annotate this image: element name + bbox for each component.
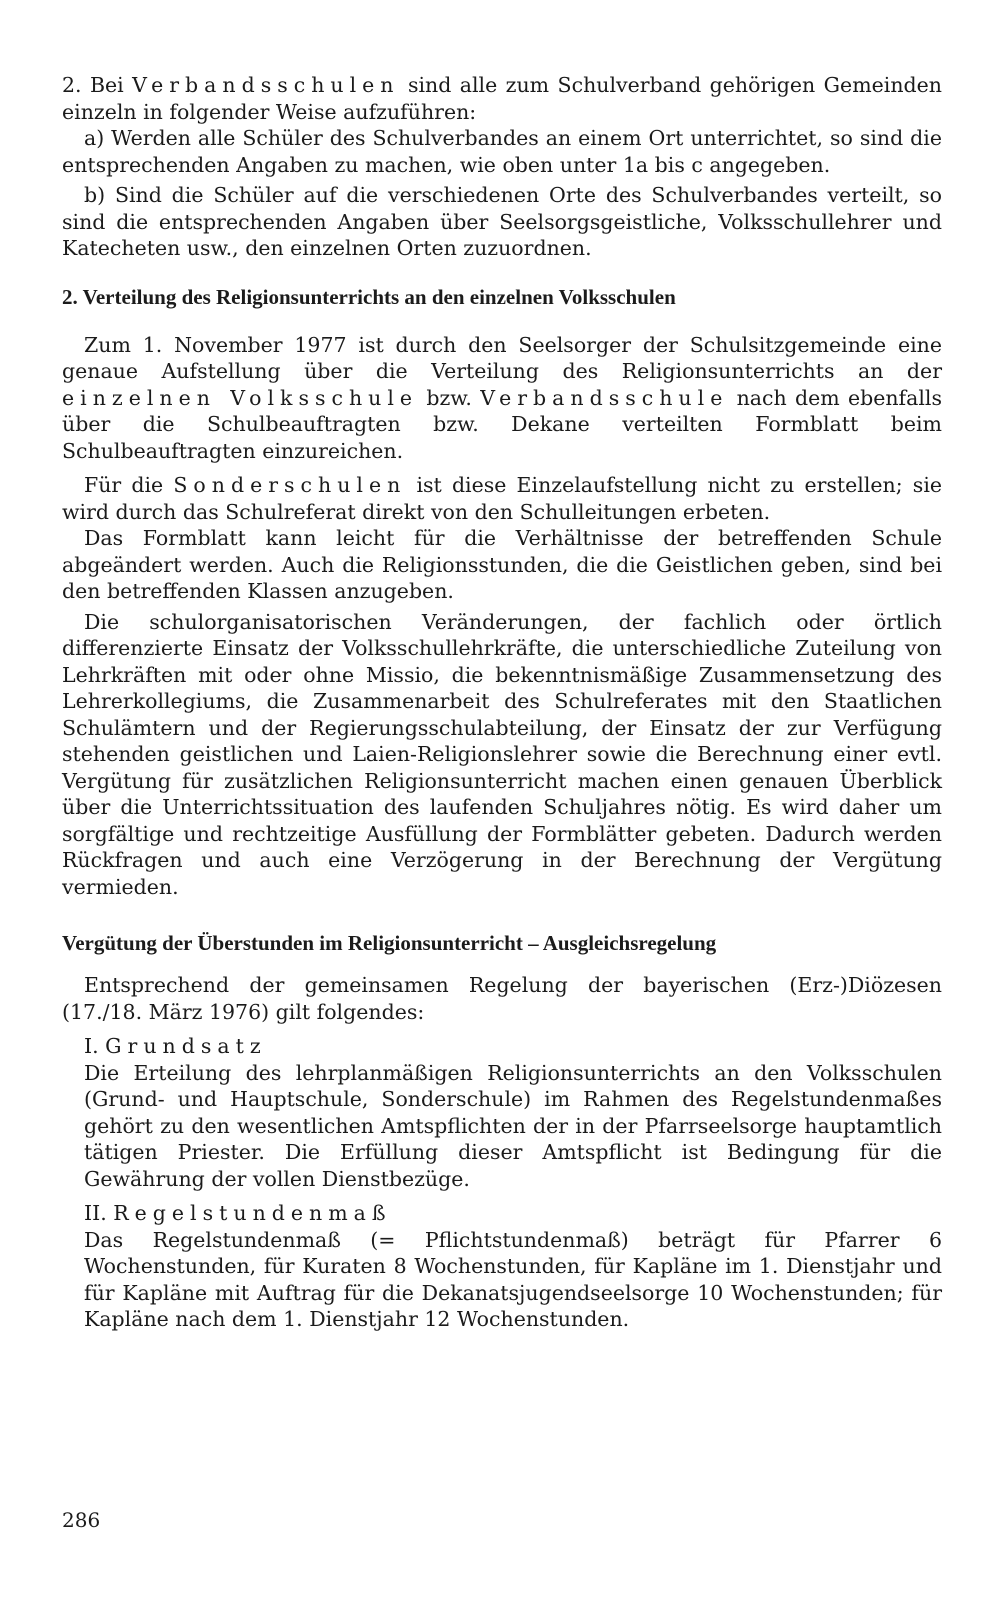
subsection-2-number: II. [84,1201,114,1225]
subsection-1-label: Grundsatz [105,1034,267,1058]
subsection-1-title [62,1033,942,1060]
subsection-2-title [62,1200,942,1227]
subsection-2-text: Das Regelstundenmaß (= Pflichtstundenmaß) beträgt für Pfarrer 6 Wochenstunden, für Kuraten 8 Wochenstunden, für Kapläne im 1. Dienstjahr und für Kapläne mit Auftrag für die Dekanatsjugendseelsorge 10 Wochenstunden; für Kapläne nach dem 1. Dienstjahr 12 Wochenstunden. [84,1227,942,1331]
subsection-1-number: I. [84,1034,106,1058]
section-2-paragraph-2 [62,472,942,525]
p2-text-a: Für die [84,473,174,497]
subsection-2-label: Regelstundenmaß [113,1201,392,1225]
item-2-lead: 2. Bei [62,73,133,97]
section-3-intro: Entsprechend der gemeinsamen Regelung der bayerischen (Erz-)Diözesen (17./18. März 1976) gilt folgendes: [62,973,942,1024]
section-2-paragraph-4: Die schulorganisatorischen Veränderungen, der fachlich oder örtlich differenzierte Einsatz der Volksschullehrkräfte, die unterschiedliche Zuteilung von Lehrkräften mit oder ohne Missio, die bekenntnismäßige Zusammensetzung des Lehrerkollegiums, die Zusammenarbeit des Schulreferates mit den Staatlichen Schulämtern und der Regierungsschulabteilung, der Einsatz der zur Verfügung stehenden geistlichen und Laien-Religionslehrer sowie die Berechnung einer evtl. Vergütung für zusätzlichen Religionsunterricht machen einen genauen Überblick über die Unterrichtssituation des laufenden Schuljahres nötig. Es wird daher um sorgfältige und rechtzeitige Ausfüllung der Formblätter gebeten. Dadurch werden Rückfragen und auch eine Verzögerung in der Berechnung der Vergütung vermieden. [62,609,942,899]
p1-text-b: bzw. [418,385,481,410]
item-2-verbandsschulen [62,72,942,125]
item-b-paragraph: b) Sind die Schüler auf die verschiedenen Orte des Schulverbandes verteilt, so sind die entsprechenden Angaben über Seelsorgsgeistliche, Volksschullehrer und Katecheten usw., den einzelnen Orten zuzuordnen. [62,183,942,260]
section-2-paragraph-3: Das Formblatt kann leicht für die Verhältnisse der betreffenden Schule abgeändert werden. Auch die Religionsstunden, die die Geistlichen geben, sind bei den betreffenden Klassen anzugeben. [62,526,942,603]
p1-text-a: Zum 1. November 1977 ist durch den Seelsorger der Schulsitzgemeinde eine genaue Aufstellung über die Verteilung des Religionsunterrichts an der [62,332,942,383]
page-body [62,72,942,1333]
subsection-1-text: Die Erteilung des lehrplanmäßigen Religionsunterrichts an den Volksschulen (Grund- und Hauptschule, Sonderschule) im Rahmen des Regelstundenmaßes gehört zu den wesentlichen Amtspflichten der in der Pfarrseelsorge hauptamtlich tätigen Priester. Die Erfüllung dieser Amtspflicht ist Bedingung für die Gewährung der vollen Dienstbezüge. [84,1060,942,1191]
p1-spaced-term-1: einzelnen Volksschule [62,385,419,410]
section-3-heading: Vergütung der Überstunden im Religionsunterricht – Ausgleichsregelung [62,931,717,955]
item-a-paragraph: a) Werden alle Schüler des Schulverbandes an einem Ort unterrichtet, so sind die entsprechenden Angaben zu machen, wie oben unter 1a bis c angegeben. [62,126,942,177]
item-2-rest: sind alle zum Schulverband gehörigen Gemeinden einzeln in folgender Weise aufzuführen: [62,73,942,124]
p2-spaced-term: Sonderschulen [173,473,407,497]
section-2-paragraph-1 [62,332,942,465]
p1-text-c: nach dem ebenfalls über die Schulbeauftragten bzw. Dekane verteilten Formblatt beim Schulbeauftragten einzureichen. [62,385,943,463]
p1-spaced-term-2: Verbandsschule [480,385,729,410]
page-number: 286 [62,1508,101,1532]
item-2-spaced-term: Verbandsschulen [132,73,400,97]
p2-text-b: ist diese Einzelaufstellung nicht zu erstellen; sie wird durch das Schulreferat direkt von den Schulleitungen erbeten. [62,473,943,524]
section-2-heading: 2. Verteilung des Religionsunterrichts an den einzelnen Volksschulen [62,284,676,309]
